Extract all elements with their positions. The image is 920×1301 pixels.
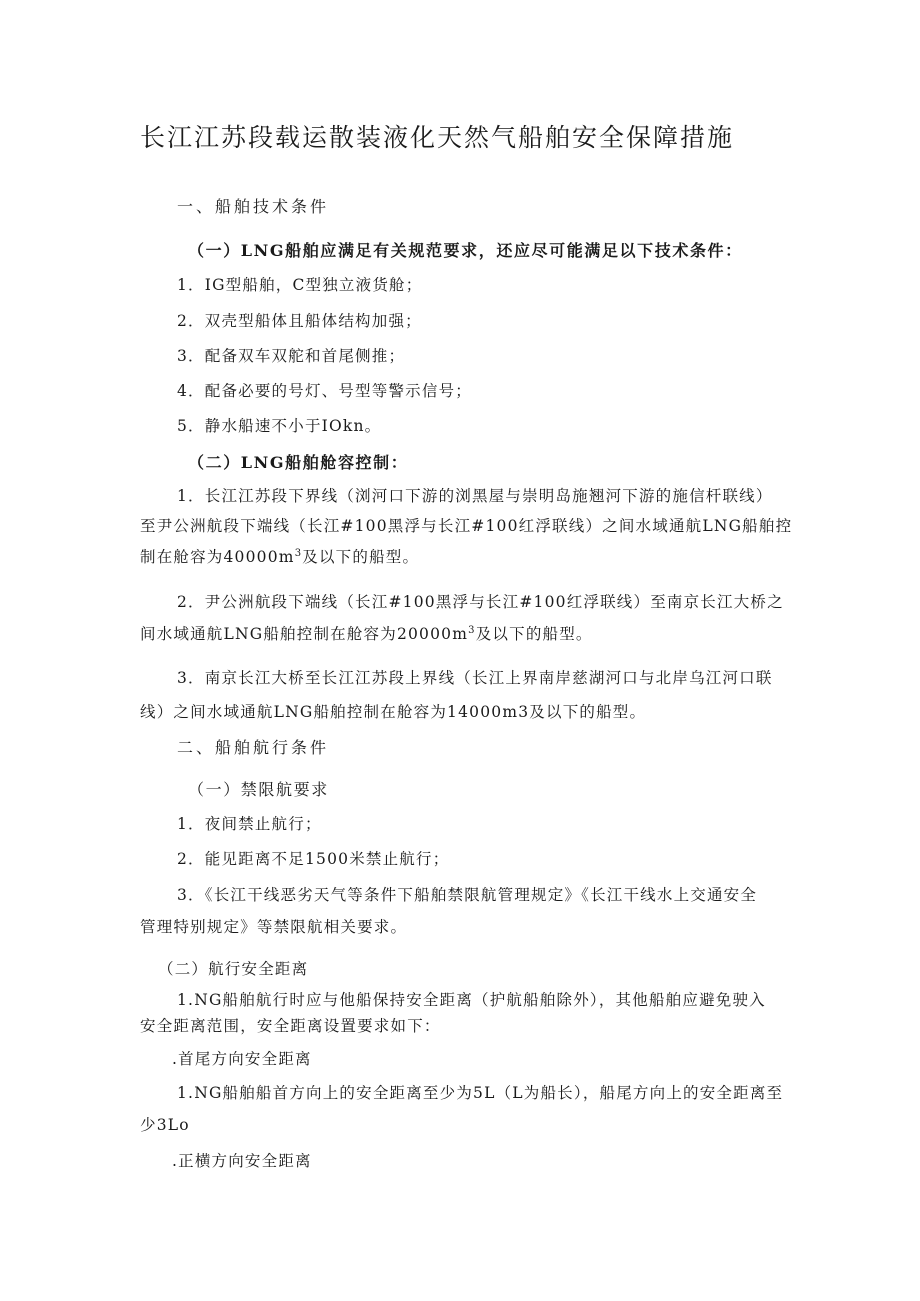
list-item: 1．夜间禁止航行； [177, 815, 322, 833]
paragraph-line: 1.NG船舶船首方向上的安全距离至少为5L（L为船长），船尾方向上的安全距离至 [177, 1084, 784, 1102]
paragraph-line: 至尹公洲航段下端线（长江#100黑浮与长江#100红浮联线）之间水域通航LNG船舶控 [140, 517, 793, 535]
paragraph-line [140, 545, 419, 567]
paragraph-line: 安全距离范围，安全距离设置要求如下： [140, 1017, 441, 1035]
text-segment: 制在舱容为40000m [140, 548, 295, 566]
paragraph-line: 3．《长江干线恶劣天气等条件下船舶禁限航管理规定》《长江干线水上交通安全 [177, 886, 758, 904]
paragraph-line: 管理特别规定》等禁限航相关要求。 [140, 918, 408, 936]
paragraph-line: 3．南京长江大桥至长江江苏段上界线（长江上界南岸慈湖河口与北岸乌江河口联 [177, 669, 773, 687]
text-segment: 及以下的船型。 [302, 548, 420, 566]
section-1-heading: 一、船舶技术条件 [177, 197, 330, 216]
list-item: 4．配备必要的号灯、号型等警示信号； [177, 382, 472, 400]
section-2-heading: 二、船舶航行条件 [177, 738, 330, 757]
list-item: 1．IG型船舶，C型独立液货舱； [177, 276, 423, 294]
paragraph-line: .正横方向安全距离 [172, 1152, 312, 1170]
paragraph-line: 线）之间水域通航LNG船舶控制在舱容为14000m3及以下的船型。 [140, 703, 647, 721]
paragraph-line: 1.NG船舶航行时应与他船保持安全距离（护航船舶除外），其他船舶应避免驶入 [177, 991, 766, 1009]
list-item: 3．配备双车双舵和首尾侧推； [177, 347, 406, 365]
paragraph-line [140, 622, 593, 644]
paragraph-line: 少3Lo [140, 1116, 190, 1134]
section-1-sub-2-heading: （二）LNG船舶舱容控制： [188, 453, 409, 472]
superscript: 3 [294, 547, 303, 559]
section-2-sub-2-heading: （二）航行安全距离 [158, 960, 309, 978]
paragraph-line: 1．长江江苏段下界线（浏河口下游的浏黑屋与崇明岛施翘河下游的施信杆联线） [177, 487, 773, 505]
list-item: 2．双壳型船体且船体结构加强； [177, 312, 422, 330]
paragraph-line: 2．尹公洲航段下端线（长江#100黑浮与长江#100红浮联线）至南京长江大桥之 [177, 593, 784, 611]
section-1-sub-1-heading: （一）LNG船舶应满足有关规范要求，还应尽可能满足以下技术条件： [188, 241, 743, 260]
paragraph-line: .首尾方向安全距离 [172, 1050, 312, 1068]
text-segment: 间水域通航LNG船舶控制在舱容为20000m [140, 625, 469, 643]
document-title: 长江江苏段载运散装液化天然气船舶安全保障措施 [140, 123, 735, 152]
section-2-sub-1-heading: （一）禁限航要求 [188, 780, 329, 799]
list-item: 5．静水船速不小于IOkn。 [177, 417, 382, 435]
superscript: 3 [468, 624, 476, 636]
text-segment: 及以下的船型。 [475, 625, 593, 643]
list-item: 2．能见距离不足1500米禁止航行； [177, 850, 450, 868]
